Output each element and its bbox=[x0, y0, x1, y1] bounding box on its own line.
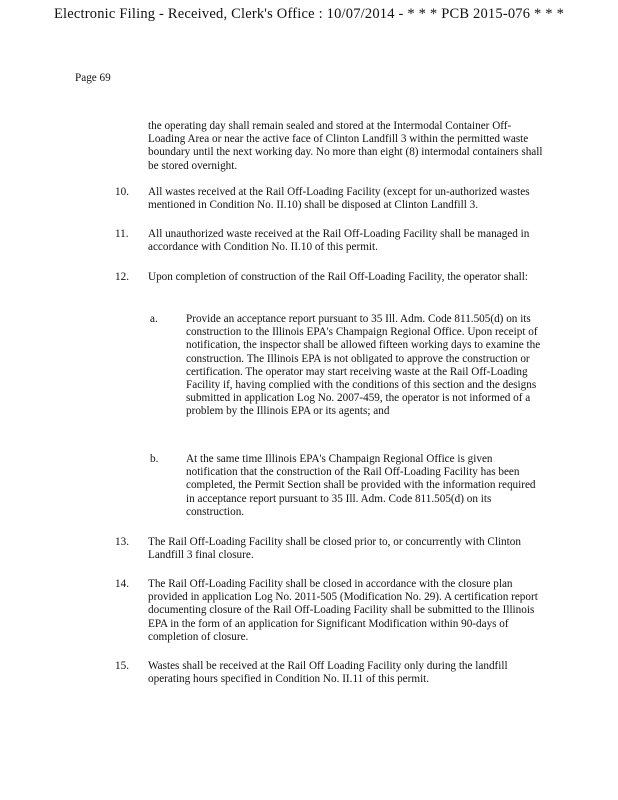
condition-number: 15. bbox=[115, 660, 129, 672]
condition-number: 11. bbox=[115, 228, 129, 240]
condition-text: All unauthorized waste received at the Rail Off-Loading Facility shall be managed in accordance with Condition No. II.10 of this permit. bbox=[148, 228, 530, 254]
condition-number: 12. bbox=[115, 271, 129, 283]
subitem-text: At the same time Illinois EPA's Champaign Regional Office is given notification that the construction of the Rail Off-Loading Facility has been completed, the Permit Section shall be provided with the information required in acceptance report pursuant to 35 Ill. Adm. Code 811.505(d) on its construction. bbox=[186, 453, 536, 518]
condition-text: The Rail Off-Loading Facility shall be closed prior to, or concurrently with Clinton Landfill 3 final closure. bbox=[148, 536, 521, 562]
condition-text: The Rail Off-Loading Facility shall be closed in accordance with the closure plan provided in application Log No. 2011-505 (Modification No. 29). A certification report documenting closure of the Rail Off-Loading Facility shall be submitted to the Illinois EPA in the form of an application for Significant Modification within 90-days of completion of closure. bbox=[148, 578, 538, 643]
condition-number: 14. bbox=[115, 578, 129, 590]
page-number: Page 69 bbox=[75, 72, 111, 84]
subitem-text: Provide an acceptance report pursuant to 35 Ill. Adm. Code 811.505(d) on its construction to the Illinois EPA's Champaign Regional Office. Upon receipt of notification, the inspector shall be allowed fifteen working days to examine the construction. The Illinois EPA is not obligated to approve the construction or certification. The operator may start receiving waste at the Rail Off-Loading Facility if, having complied with the conditions of this section and the designs submitted in application Log No. 2007-459, the operator is not informed of a problem by the Illinois EPA or its agents; and bbox=[186, 313, 541, 418]
condition-number: 10. bbox=[115, 186, 129, 198]
condition-number: 13. bbox=[115, 536, 129, 548]
condition-text: Wastes shall be received at the Rail Off Loading Facility only during the landfill operating hours specified in Condition No. II.11 of this permit. bbox=[148, 660, 508, 686]
subitem-letter: a. bbox=[150, 313, 158, 325]
continuation-paragraph: the operating day shall remain sealed and stored at the Intermodal Container Off-Loading Area or near the active face of Clinton Landfill 3 within the permitted waste boundary until the next working day. No more than eight (8) intermodal containers shall be stored overnight. bbox=[148, 120, 543, 172]
condition-text: Upon completion of construction of the Rail Off-Loading Facility, the operator shall: bbox=[148, 271, 528, 283]
filing-header: Electronic Filing - Received, Clerk's Office : 10/07/2014 - * * * PCB 2015-076 * * * bbox=[53, 6, 565, 22]
subitem-letter: b. bbox=[150, 453, 159, 465]
condition-text: All wastes received at the Rail Off-Loading Facility (except for un-authorized wastes mentioned in Condition No. II.10) shall be disposed at Clinton Landfill 3. bbox=[148, 186, 530, 212]
